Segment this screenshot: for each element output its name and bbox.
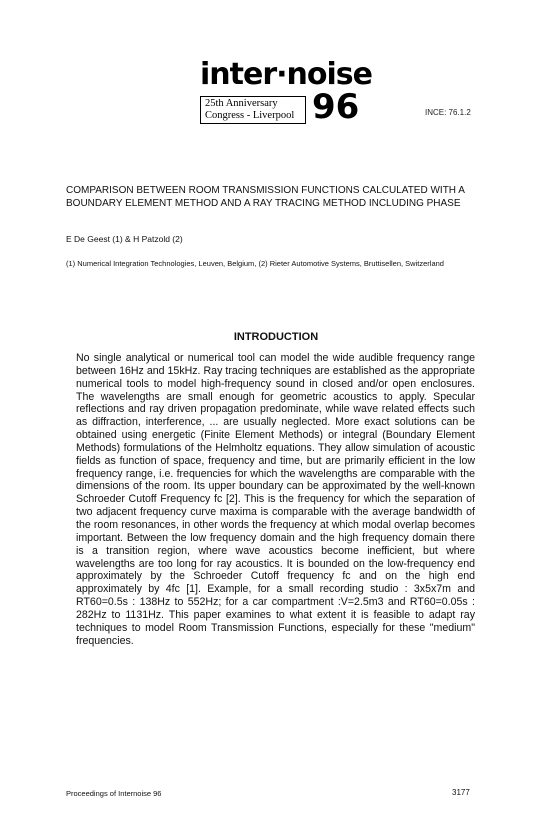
paper-reference-number: INCE: 76.1.2 xyxy=(425,108,471,117)
logo-anniversary-box xyxy=(200,96,306,124)
section-body: No single analytical or numerical tool can model the wide audible frequency range between 16Hz and 15kHz. Ray tracing techniques are established as the appropriate numerical tools to model high-frequency sound in closed and/or open enclosures. The wavelengths are small enough for geometric acoustics to apply. Specular reflections and ray driven propagation predominate, while wave related effects such as diffraction, interference, ... are usually neglected. More exact solutions can be obtained using energetic (Finite Element Methods) or integral (Boundary Element Methods) formulations of the Helmholtz equations. They allow simulation of acoustic fields as function of space, frequency and time, but are primarily efficient in the low frequency range, i.e. frequencies for which the wavelengths are comparable with the dimensions of the room. Its upper boundary can be approximated by the well-known Schroeder Cutoff Frequency fc [2]. This is the frequency for which the separation of two adjacent frequency curve maxima is comparable with the average bandwidth of the room resonances, in other words the frequency at which modal overlap becomes important. Between the low frequency domain and the high frequency domain there is a transition region, where wave acoustics become inefficient, but where wavelengths are too long for ray acoustics. It is bounded on the low-frequency end approximately by the Schroeder Cutoff frequency fc and on the high end approximately by 4fc [1]. Example, for a small recording studio : 3x5x7m and RT60=0.5s : 138Hz to 552Hz; for a car compartment :V=2.5m3 and RT60=0.05s : 282Hz to 1131Hz. This paper examines to what extent it is feasible to adapt ray techniques to model Room Transmission Functions, especially for these "medium" frequencies. xyxy=(76,352,475,647)
logo-year: 96 xyxy=(312,87,360,127)
paper-affiliations: (1) Numerical Integration Technologies, Leuven, Belgium, (2) Rieter Automotive Systems, Bruttisellen, Switzerland xyxy=(66,259,444,268)
logo-line-1: 25th Anniversary xyxy=(205,98,278,109)
logo-wordmark: inter·noise xyxy=(200,57,372,92)
conference-logo xyxy=(200,58,372,128)
page-number: 3177 xyxy=(452,788,470,797)
footer-proceedings: Proceedings of Internoise 96 xyxy=(66,789,162,798)
section-heading: INTRODUCTION xyxy=(233,331,319,343)
paper-authors: E De Geest (1) & H Patzold (2) xyxy=(66,234,183,244)
paper-title: COMPARISON BETWEEN ROOM TRANSMISSION FUNCTIONS CALCULATED WITH A BOUNDARY ELEMENT METHOD AND A RAY TRACING METHOD INCLUDING PHASE xyxy=(66,185,465,209)
logo-line-2: Congress - Liverpool xyxy=(205,110,295,121)
